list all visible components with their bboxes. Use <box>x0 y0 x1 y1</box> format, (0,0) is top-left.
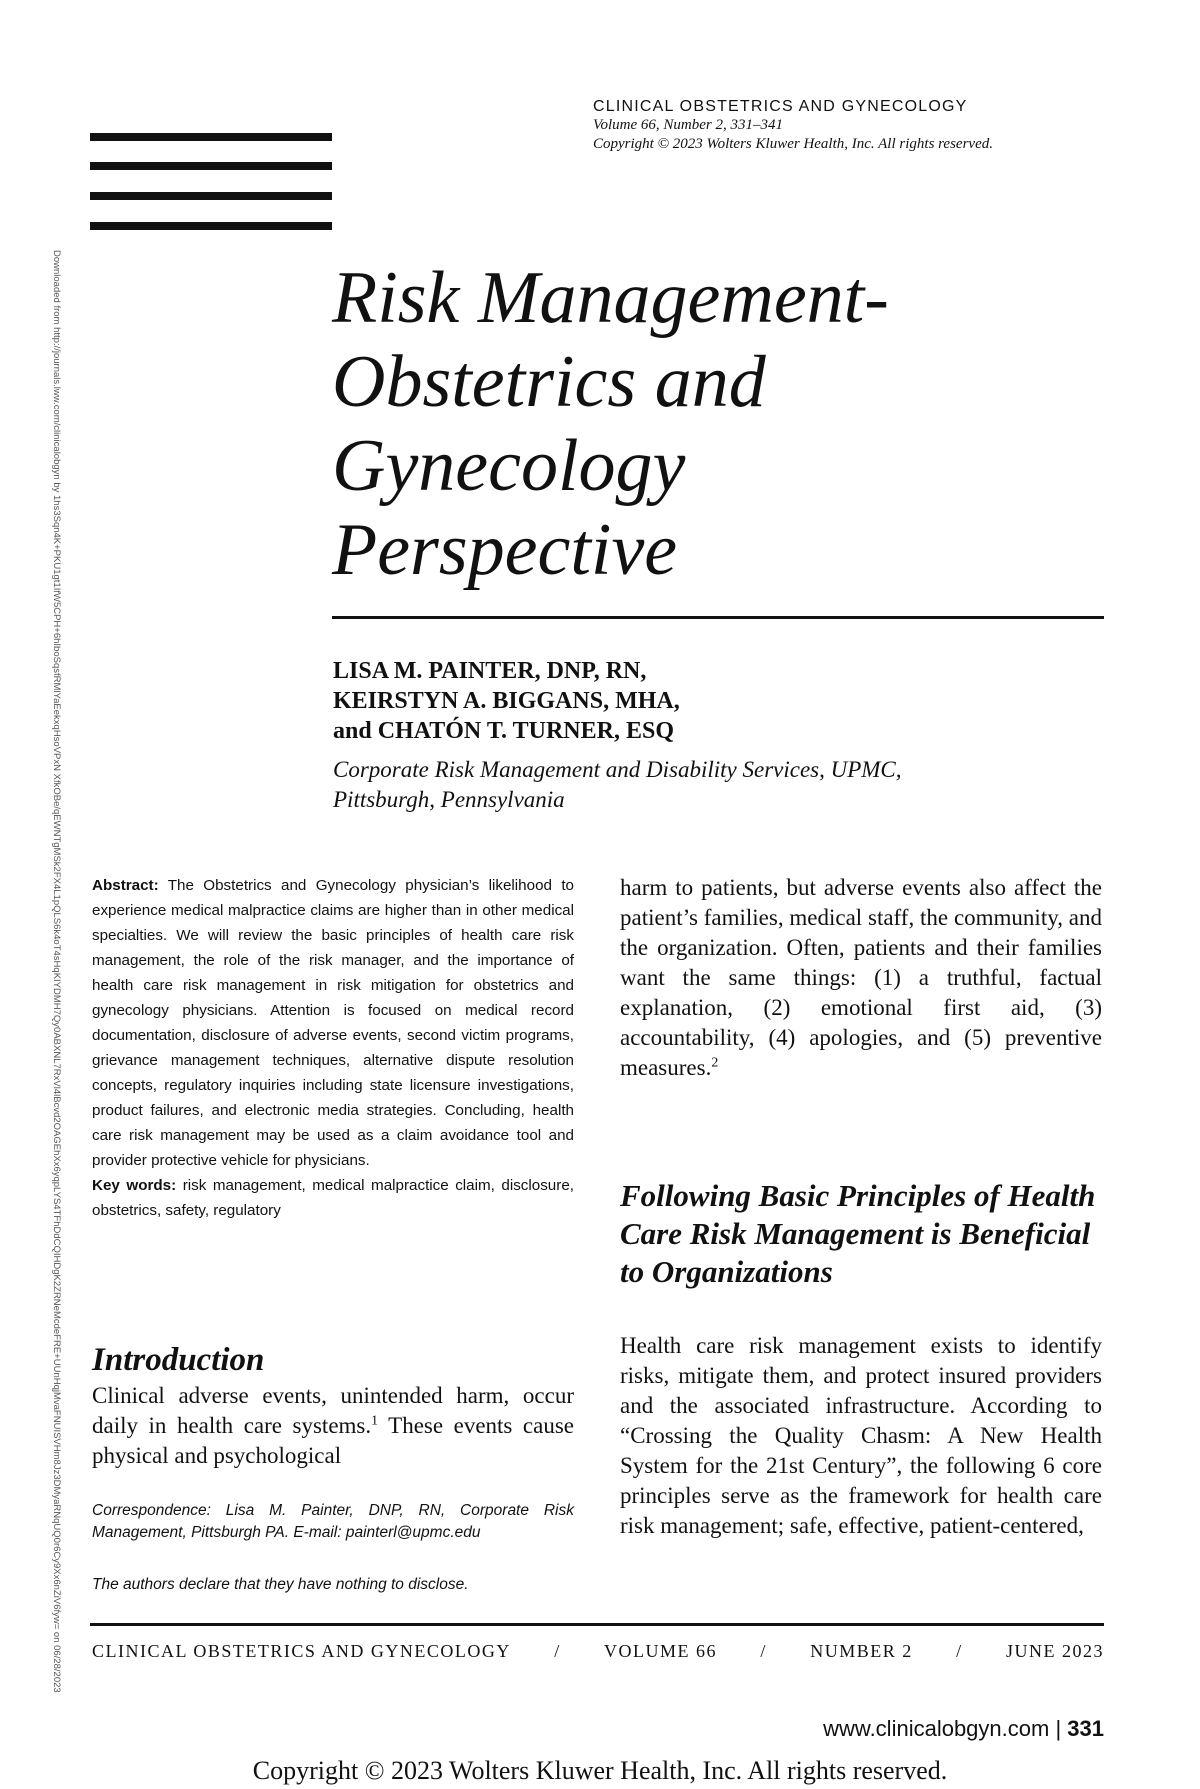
section-heading-principles: Following Basic Principles of Health Care Risk Management is Beneficial to Organizations <box>620 1178 1096 1289</box>
journal-name: CLINICAL OBSTETRICS AND GYNECOLOGY <box>593 98 968 115</box>
decor-bar-3 <box>90 192 332 200</box>
decor-bar-4 <box>90 222 332 230</box>
page-separator: | <box>1049 1716 1068 1741</box>
author: and CHATÓN T. TURNER, ESQ <box>333 718 674 744</box>
footer-separator: / <box>956 1641 963 1661</box>
col2-paragraph-1 <box>620 873 1102 1083</box>
disclosure-note: The authors declare that they have nothing to disclose. <box>92 1576 469 1593</box>
title-line: Risk Management- <box>332 257 889 339</box>
running-footer <box>92 1641 1104 1662</box>
abstract <box>92 873 574 1223</box>
footer-journal: CLINICAL OBSTETRICS AND GYNECOLOGY <box>92 1641 511 1661</box>
title-line: Gynecology <box>332 425 686 507</box>
download-watermark-text: Downloaded from http://journals.lww.com/clinicalobgyn by 1hs3Sqn4K+PKU1gt1IfW5CPH+6hIboSqsfRMlYaEekxqHsoVPxN XfkOBe/qEWNTgMSk2FX4L1pQLS6k4oT4sHqKIYDMH7Qy0ABXNL7RxVl4lBcvd2OAGEhXx6yqpLYS4TFhDdCQIHDgK2ZRNeMcdeFRE+UUnHqjMvaFNUISVHm8Jz3DMyaRNqUQ0r6Cy9Xx6nZiV6fyw= on 06/28/2023 <box>51 250 62 1693</box>
article-title <box>332 256 1152 592</box>
title-line: Perspective <box>332 509 678 591</box>
footer-separator: / <box>760 1641 767 1661</box>
footer-number: NUMBER 2 <box>810 1641 913 1661</box>
col2-paragraph-2: Health care risk management exists to identify risks, mitigate them, and protect insured providers and the associated infrastructure. According to “Crossing the Quality Chasm: A New Health System for the 21st Century”, the following 6 core principles serve as the framework for health care risk management; safe, effective, patient-centered, <box>620 1333 1102 1538</box>
volume-info: Volume 66, Number 2, 331–341 <box>593 117 783 133</box>
author: LISA M. PAINTER, DNP, RN, <box>333 658 647 684</box>
copyright-footer: Copyright © 2023 Wolters Kluwer Health, Inc. All rights reserved. <box>252 1756 948 1785</box>
footer-rule <box>90 1623 1104 1626</box>
abstract-text: The Obstetrics and Gynecology physician’s likelihood to experience medical malpractice claims are higher than in other medical specialties. We will review the basic principles of health care risk management, the role of the risk manager, and the importance of health care risk management in risk mitigation for obstetrics and gynecology physicians. Attention is focused on medical record documentation, disclosure of adverse events, second victim programs, grievance management techniques, alternative dispute resolution concepts, regulatory inquiries including state licensure investigations, product failures, and electronic media strategies. Concluding, health care risk management may be used as a claim avoidance tool and provider protective vehicle for physicians. <box>92 877 574 1169</box>
decor-bar-1 <box>90 133 332 141</box>
col2-para1-text: harm to patients, but adverse events also affect the patient’s families, medical staff, the community, and the organization. Often, patients and their families want the same things: (1) a truthful, factual explanation, (2) emotional first aid, (3) accountability, (4) apologies, and (5) preventive measures. <box>620 875 1102 1080</box>
abstract-body <box>92 873 574 1173</box>
keywords <box>92 1173 574 1223</box>
affiliation <box>333 755 1113 815</box>
introduction-text <box>92 1381 574 1471</box>
page-url-line <box>823 1716 1104 1742</box>
footer-date: JUNE 2023 <box>1005 1641 1104 1661</box>
author-list <box>333 656 1113 746</box>
download-watermark <box>48 250 68 1693</box>
footer-separator: / <box>554 1641 561 1661</box>
affiliation-line: Corporate Risk Management and Disability Services, UPMC, <box>333 757 902 782</box>
journal-url[interactable]: www.clinicalobgyn.com <box>823 1716 1050 1741</box>
page-number: 331 <box>1067 1716 1104 1741</box>
title-rule <box>332 616 1104 619</box>
header-copyright: Copyright © 2023 Wolters Kluwer Health, Inc. All rights reserved. <box>593 136 993 152</box>
abstract-label: Abstract: <box>92 877 159 894</box>
intro-text-part: These events cause physical and psychological <box>92 1413 574 1468</box>
reference-2[interactable]: 2 <box>711 1054 719 1070</box>
decor-bar-2 <box>90 162 332 170</box>
footer-volume: VOLUME 66 <box>604 1641 718 1661</box>
journal-header <box>593 97 1123 154</box>
affiliation-line: Pittsburgh, Pennsylvania <box>333 787 565 812</box>
author: KEIRSTYN A. BIGGANS, MHA, <box>333 688 680 714</box>
introduction-heading: Introduction <box>92 1342 265 1378</box>
keywords-text: risk management, medical malpractice claim, disclosure, obstetrics, safety, regulatory <box>92 1177 574 1219</box>
correspondence-note: Correspondence: Lisa M. Painter, DNP, RN, Corporate Risk Management, Pittsburgh PA. E-mail: painterl@upmc.edu <box>92 1502 574 1541</box>
reference-1[interactable]: 1 <box>371 1412 379 1428</box>
title-line: Obstetrics and <box>332 341 766 423</box>
keywords-label: Key words: <box>92 1177 177 1194</box>
intro-text-part: Clinical adverse events, unintended harm, occur daily in health care systems. <box>92 1383 574 1438</box>
